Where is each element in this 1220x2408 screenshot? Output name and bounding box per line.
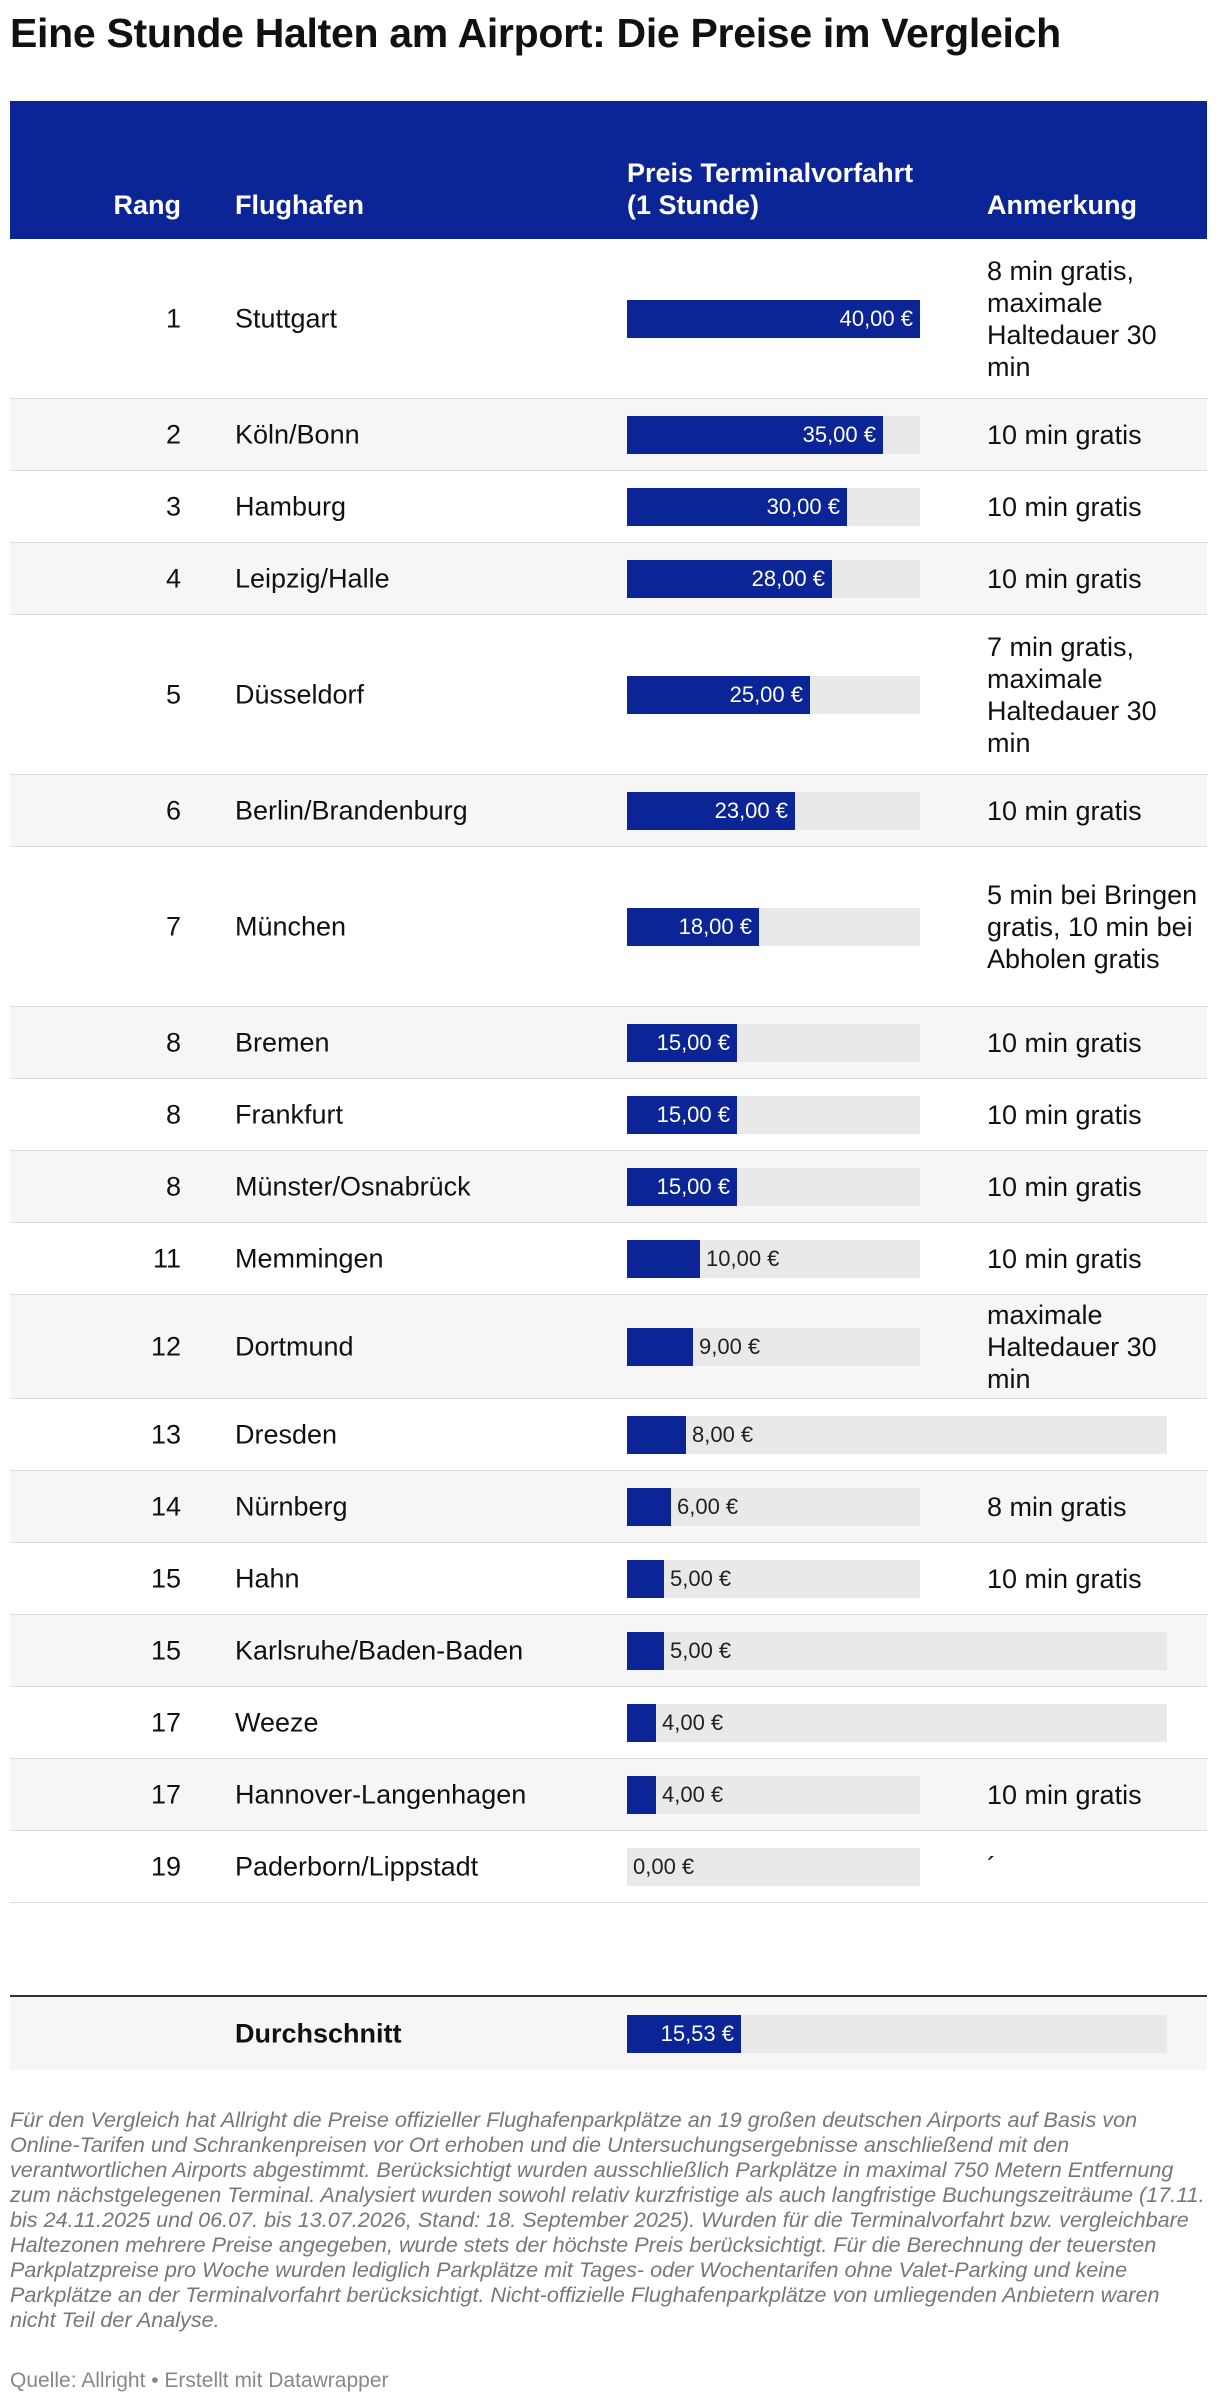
total-bar-label: 15,53 € — [660, 2020, 734, 2046]
flughafen-cell: Hannover-Langenhagen — [235, 1779, 527, 1809]
anmerkung-cell: ´ — [987, 1851, 996, 1882]
price-label: 30,00 € — [766, 493, 840, 519]
rang-cell: 8 — [165, 1099, 181, 1129]
table-row — [10, 1687, 1207, 1759]
price-label: 15,00 € — [656, 1173, 730, 1199]
price-bar-track — [627, 1488, 920, 1526]
price-label: 10,00 € — [706, 1245, 780, 1271]
price-bar-track — [627, 908, 920, 946]
table-row — [10, 615, 1207, 775]
price-bar-track — [627, 1024, 920, 1062]
price-bar — [627, 1328, 693, 1366]
table-row — [10, 1007, 1207, 1079]
anmerkung-cell: 7 min gratis, maximale Haltedauer 30 min — [987, 631, 1157, 758]
flughafen-cell: Memmingen — [235, 1243, 384, 1273]
table-row — [10, 1615, 1207, 1687]
anmerkung-cell: 10 min gratis — [987, 1243, 1142, 1274]
anmerkung-cell: 10 min gratis — [987, 563, 1142, 594]
total-label: Durchschnitt — [235, 2018, 402, 2048]
anmerkung-cell: 8 min gratis, maximale Haltedauer 30 min — [987, 255, 1157, 382]
table-row — [10, 1759, 1207, 1831]
price-bar-track — [627, 1560, 920, 1598]
flughafen-cell: Berlin/Brandenburg — [235, 795, 468, 825]
price-bar — [627, 1240, 700, 1278]
rang-cell: 1 — [165, 303, 181, 333]
rang-cell: 17 — [150, 1779, 181, 1809]
price-label: 9,00 € — [699, 1333, 761, 1359]
price-label: 23,00 € — [714, 797, 788, 823]
rang-cell: 17 — [150, 1707, 181, 1737]
anmerkung-cell: 10 min gratis — [987, 795, 1142, 826]
price-bar-track — [627, 792, 920, 830]
price-bar — [627, 1488, 671, 1526]
price-bar-track — [627, 1168, 920, 1206]
rang-cell: 5 — [165, 679, 181, 709]
price-bar-track — [627, 1776, 920, 1814]
rang-cell: 14 — [150, 1491, 181, 1521]
table-row — [10, 1079, 1207, 1151]
header-flughafen[interactable]: Flughafen — [235, 190, 364, 220]
table-total-row — [10, 1995, 1207, 2070]
table-row — [10, 1543, 1207, 1615]
rang-cell: 12 — [150, 1331, 181, 1361]
price-bar-track — [627, 1632, 1167, 1670]
price-bar-track — [627, 1848, 920, 1886]
rang-cell: 13 — [150, 1419, 181, 1449]
flughafen-cell: Leipzig/Halle — [235, 563, 390, 593]
table-row — [10, 1151, 1207, 1223]
rang-cell: 8 — [165, 1027, 181, 1057]
price-bar — [627, 1560, 664, 1598]
rang-cell: 6 — [165, 795, 181, 825]
table-row — [10, 1399, 1207, 1471]
price-label: 8,00 € — [692, 1421, 754, 1447]
anmerkung-cell: 10 min gratis — [987, 491, 1142, 522]
price-bar-track — [627, 1704, 1167, 1742]
price-label: 25,00 € — [729, 681, 803, 707]
anmerkung-cell: maximale Haltedauer 30 min — [987, 1299, 1157, 1394]
flughafen-cell: Düsseldorf — [235, 679, 365, 709]
price-label: 15,00 € — [656, 1029, 730, 1055]
price-bar — [627, 1704, 656, 1742]
header-preis[interactable]: Preis Terminalvorfahrt (1 Stunde) — [627, 158, 914, 220]
price-label: 35,00 € — [802, 421, 876, 447]
flughafen-cell: Köln/Bonn — [235, 419, 360, 449]
rang-cell: 8 — [165, 1171, 181, 1201]
table-row — [10, 1223, 1207, 1295]
flughafen-cell: Dresden — [235, 1419, 338, 1449]
flughafen-cell: Stuttgart — [235, 303, 338, 333]
anmerkung-cell: 10 min gratis — [987, 1563, 1142, 1594]
rang-cell: 11 — [152, 1243, 181, 1273]
table-row — [10, 847, 1207, 1007]
price-bar-track — [627, 416, 920, 454]
anmerkung-cell: 8 min gratis — [987, 1491, 1127, 1522]
rang-cell: 15 — [150, 1635, 181, 1665]
total-bar-track — [627, 2015, 1167, 2053]
rang-cell: 2 — [165, 419, 181, 449]
price-bar-track — [627, 300, 920, 338]
footnote: Für den Vergleich hat Allright die Preise offizieller Flughafenparkplätze an 19 großen deutschen Airports auf Basis von Online-Tarifen und Schrankenpreisen vor Ort erhoben und die Untersuchungsergebnisse anschließend mit den verantwortlichen Airports abgestimmt. Berücksichtigt wurden ausschließlich Parkplätze in maximal 750 Metern Entfernung zum nächstgelegenen Terminal. Analysiert wurden sowohl relativ kurzfristige als auch langfristige Buchungszeiträume (17.11. bis 24.11.2025 und 06.07. bis 13.07.2026, Stand: 18. September 2025). Wurden für die Terminalvorfahrt bzw. vergleichbare Haltezonen mehrere Preise angegeben, wurde stets der höchste Preis berücksichtigt. Für die Berechnung der teuersten Parkplatzpreise pro Woche wurden lediglich Parkplätze mit Tages- oder Wochentarifen ohne Valet-Parking und keine Parkplätze an der Terminalvorfahrt berücksichtigt. Nicht-offizielle Flughafenparkplätze von umliegenden Anbietern waren nicht Teil der Analyse. — [10, 2107, 1205, 2332]
table-row — [10, 775, 1207, 847]
price-label: 0,00 € — [633, 1853, 695, 1879]
table-row — [10, 399, 1207, 471]
flughafen-cell: Hamburg — [235, 491, 347, 521]
flughafen-cell: Dortmund — [235, 1331, 354, 1361]
flughafen-cell: Weeze — [235, 1707, 319, 1737]
price-label: 4,00 € — [662, 1709, 724, 1735]
anmerkung-cell: 10 min gratis — [987, 1027, 1142, 1058]
table-row — [10, 239, 1207, 399]
anmerkung-cell: 10 min gratis — [987, 419, 1142, 450]
anmerkung-cell: 10 min gratis — [987, 1099, 1142, 1130]
rang-cell: 7 — [165, 911, 181, 941]
anmerkung-cell: 10 min gratis — [987, 1779, 1142, 1810]
price-label: 15,00 € — [656, 1101, 730, 1127]
table-header — [10, 101, 1207, 239]
price-label: 5,00 € — [670, 1565, 732, 1591]
anmerkung-cell: 10 min gratis — [987, 1171, 1142, 1202]
header-rang[interactable]: Rang — [113, 190, 181, 220]
table-row — [10, 543, 1207, 615]
rang-cell: 4 — [165, 563, 181, 593]
price-label: 18,00 € — [678, 913, 752, 939]
price-label: 40,00 € — [839, 305, 913, 331]
table-row — [10, 471, 1207, 543]
price-bar — [627, 1632, 664, 1670]
price-label: 4,00 € — [662, 1781, 724, 1807]
flughafen-cell: München — [235, 911, 347, 941]
rang-cell: 19 — [150, 1851, 181, 1881]
rang-cell: 3 — [165, 491, 181, 521]
price-label: 5,00 € — [670, 1637, 732, 1663]
price-bar — [627, 1416, 686, 1454]
price-bar-track — [627, 488, 920, 526]
price-bar-track — [627, 560, 920, 598]
source-line: Quelle: Allright • Erstellt mit Datawrapper — [10, 2369, 389, 2392]
flughafen-cell: Münster/Osnabrück — [235, 1171, 471, 1201]
flughafen-cell: Hahn — [235, 1563, 300, 1593]
table-row — [10, 1831, 1207, 1903]
flughafen-cell: Karlsruhe/Baden-Baden — [235, 1635, 524, 1665]
price-bar-track — [627, 1328, 920, 1366]
price-label: 28,00 € — [751, 565, 825, 591]
page-title: Eine Stunde Halten am Airport: Die Preise im Vergleich — [10, 10, 1061, 56]
price-bar-track — [627, 1096, 920, 1134]
price-bar — [627, 1776, 656, 1814]
anmerkung-cell: 5 min bei Bringen gratis, 10 min bei Abholen gratis — [987, 879, 1198, 974]
table-row — [10, 1295, 1207, 1399]
table-row — [10, 1471, 1207, 1543]
price-bar-track — [627, 1240, 920, 1278]
flughafen-cell: Frankfurt — [235, 1099, 344, 1129]
price-label: 6,00 € — [677, 1493, 739, 1519]
price-bar-track — [627, 676, 920, 714]
price-bar-track — [627, 1416, 1167, 1454]
flughafen-cell: Bremen — [235, 1027, 330, 1057]
header-anmerkung[interactable]: Anmerkung — [987, 190, 1138, 220]
rang-cell: 15 — [150, 1563, 181, 1593]
table-body — [10, 239, 1207, 1903]
flughafen-cell: Nürnberg — [235, 1491, 348, 1521]
flughafen-cell: Paderborn/Lippstadt — [235, 1851, 479, 1881]
